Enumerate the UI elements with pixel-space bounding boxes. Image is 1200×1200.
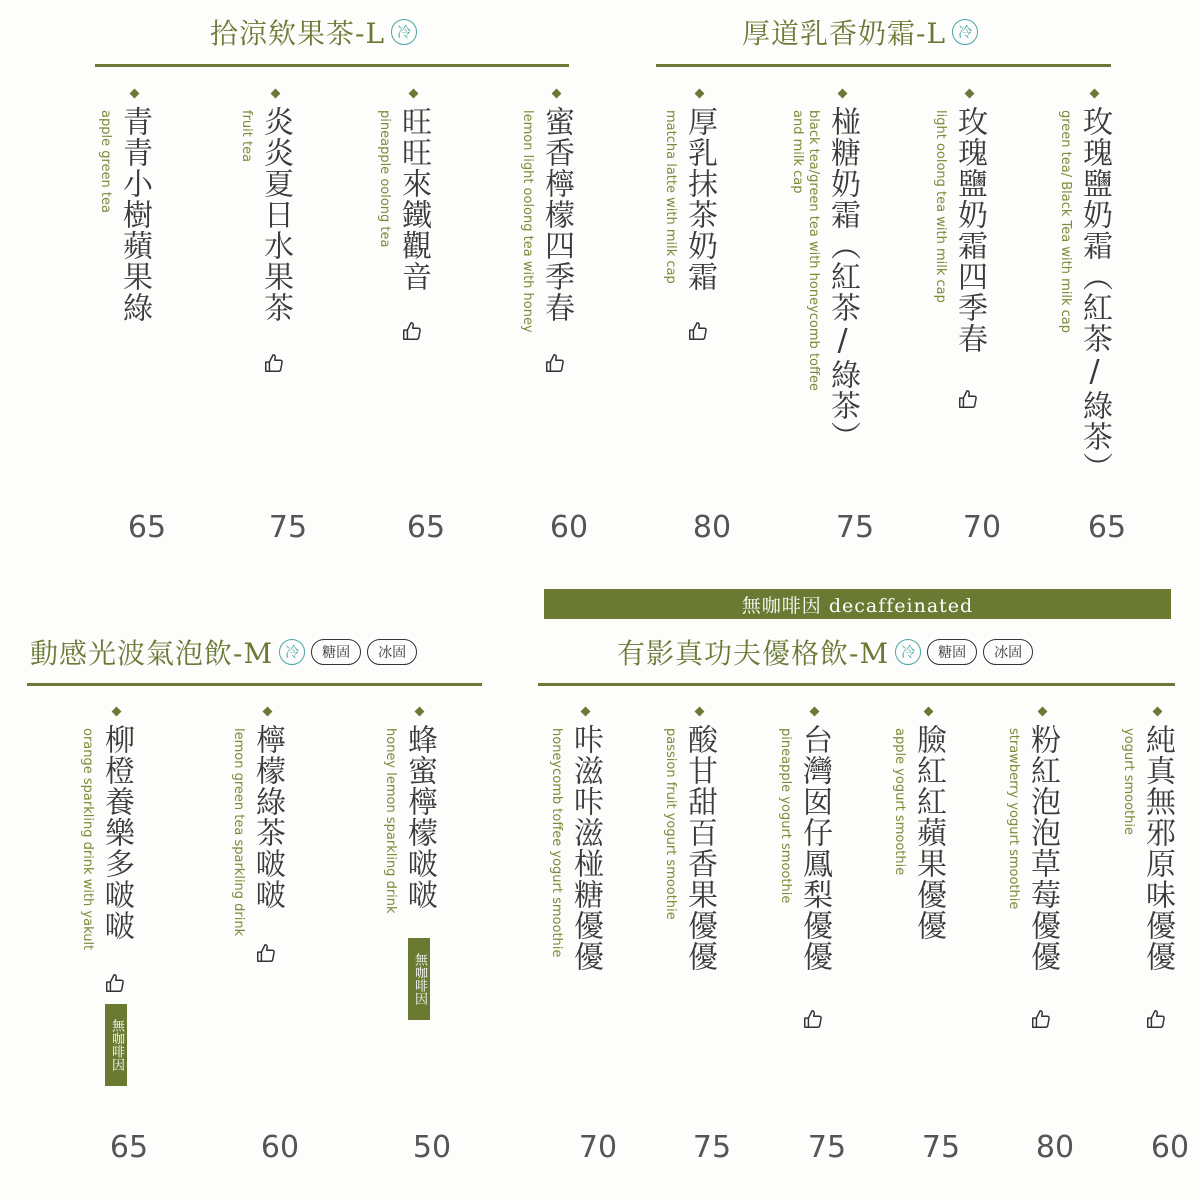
diamond-bullet-icon bbox=[810, 707, 820, 717]
menu-item bbox=[790, 90, 883, 510]
menu-item bbox=[383, 708, 460, 1130]
section-title-yogurt bbox=[617, 632, 1033, 672]
section-rule bbox=[538, 683, 1175, 686]
diamond-bullet-icon bbox=[965, 89, 975, 99]
diamond-bullet-icon bbox=[409, 89, 419, 99]
item-price: 60 bbox=[1150, 1130, 1190, 1165]
section-rule bbox=[95, 64, 569, 67]
sugar-fixed-badge: 糖固 bbox=[927, 639, 977, 665]
menu-item bbox=[663, 90, 740, 510]
menu-item bbox=[549, 708, 626, 1130]
thumbs-up-icon bbox=[957, 388, 979, 410]
thumbs-up-icon bbox=[1145, 1008, 1167, 1030]
item-name-zh: 椪糖奶霜（紅茶/綠茶） bbox=[825, 106, 860, 452]
item-name-zh: 蜂蜜檸檬啵啵 bbox=[402, 724, 437, 910]
item-name-en: fruit tea bbox=[239, 110, 254, 163]
diamond-bullet-icon bbox=[1038, 707, 1048, 717]
diamond-bullet-icon bbox=[924, 707, 934, 717]
menu-item bbox=[231, 708, 308, 1130]
diamond-bullet-icon bbox=[271, 89, 281, 99]
item-name-en: green tea/ Black Tea with milk cap bbox=[1058, 110, 1073, 334]
item-name-en: lemon green tea sparkling drink bbox=[231, 728, 246, 937]
ice-fixed-badge: 冰固 bbox=[367, 639, 417, 665]
item-name-en: pineapple yogurt smoothie bbox=[778, 728, 793, 904]
item-name-en: light oolong tea with milk cap bbox=[933, 110, 948, 303]
item-name-en: matcha latte with milk cap bbox=[663, 110, 678, 284]
section-name: 有影真功夫優格飲-M bbox=[617, 637, 890, 670]
menu-item bbox=[663, 708, 740, 1130]
menu-item bbox=[377, 90, 454, 510]
item-price: 60 bbox=[260, 1130, 300, 1165]
section-title-fruit-tea bbox=[210, 12, 417, 52]
diamond-bullet-icon bbox=[112, 707, 122, 717]
item-name-en: pineapple oolong tea bbox=[377, 110, 392, 248]
diamond-bullet-icon bbox=[581, 707, 591, 717]
decaf-banner: 無咖啡因 decaffeinated bbox=[544, 589, 1171, 619]
section-rule bbox=[656, 64, 1111, 67]
item-name-zh: 台灣囡仔鳳梨優優 bbox=[797, 724, 832, 972]
item-price: 65 bbox=[1087, 510, 1127, 545]
item-price: 75 bbox=[835, 510, 875, 545]
thumbs-up-icon bbox=[544, 352, 566, 374]
item-name-zh: 厚乳抹茶奶霜 bbox=[682, 106, 717, 292]
item-name-zh: 咔滋咔滋椪糖優優 bbox=[568, 724, 603, 972]
thumbs-up-icon bbox=[1030, 1008, 1052, 1030]
item-name-zh: 臉紅紅蘋果優優 bbox=[911, 724, 946, 941]
cold-badge: 冷 bbox=[279, 639, 305, 665]
menu-item bbox=[778, 708, 855, 1130]
section-name: 拾涼欸果茶-L bbox=[210, 17, 386, 50]
decaf-tag: 無咖啡因 bbox=[408, 938, 430, 1020]
item-price: 75 bbox=[807, 1130, 847, 1165]
item-name-en: apple green tea bbox=[98, 110, 113, 213]
item-price: 50 bbox=[412, 1130, 452, 1165]
item-price: 80 bbox=[1035, 1130, 1075, 1165]
item-name-zh: 檸檬綠茶啵啵 bbox=[250, 724, 285, 910]
diamond-bullet-icon bbox=[838, 89, 848, 99]
menu-item bbox=[239, 90, 316, 510]
thumbs-up-icon bbox=[255, 942, 277, 964]
ice-fixed-badge: 冰固 bbox=[983, 639, 1033, 665]
item-price: 70 bbox=[578, 1130, 618, 1165]
item-name-en: orange sparkling drink with yakult bbox=[80, 728, 95, 951]
item-name-en: yogurt smoothie bbox=[1121, 728, 1136, 836]
diamond-bullet-icon bbox=[263, 707, 273, 717]
menu-item bbox=[1121, 708, 1198, 1130]
item-name-en: apple yogurt smoothie bbox=[892, 728, 907, 876]
item-name-zh: 純真無邪原味優優 bbox=[1140, 724, 1175, 972]
item-price: 65 bbox=[109, 1130, 149, 1165]
section-rule bbox=[27, 683, 482, 686]
item-name-en: black tea/green tea with honeycomb toffee and milk cap bbox=[790, 110, 821, 391]
thumbs-up-icon bbox=[401, 320, 423, 342]
thumbs-up-icon bbox=[687, 320, 709, 342]
menu-item bbox=[1006, 708, 1083, 1130]
item-name-zh: 炎炎夏日水果茶 bbox=[258, 106, 293, 323]
cold-badge: 冷 bbox=[391, 19, 417, 45]
menu-item bbox=[98, 90, 175, 510]
section-title-sparkling bbox=[30, 632, 417, 672]
item-name-zh: 蜜香檸檬四季春 bbox=[539, 106, 574, 323]
item-name-en: passion fruit yogurt smoothie bbox=[663, 728, 678, 920]
thumbs-up-icon bbox=[104, 972, 126, 994]
diamond-bullet-icon bbox=[552, 89, 562, 99]
item-price: 75 bbox=[268, 510, 308, 545]
item-price: 70 bbox=[962, 510, 1002, 545]
menu-item bbox=[520, 90, 597, 510]
item-name-zh: 旺旺來鐵觀音 bbox=[396, 106, 431, 292]
menu-item bbox=[80, 708, 157, 1130]
section-name: 厚道乳香奶霜-L bbox=[742, 17, 947, 50]
item-price: 65 bbox=[127, 510, 167, 545]
item-name-en: lemon light oolong tea with honey bbox=[520, 110, 535, 333]
item-name-zh: 粉紅泡泡草莓優優 bbox=[1025, 724, 1060, 972]
menu-item bbox=[892, 708, 969, 1130]
item-name-zh: 酸甘甜百香果優優 bbox=[682, 724, 717, 972]
item-name-en: honeycomb toffee yogurt smoothie bbox=[549, 728, 564, 958]
menu-item bbox=[1058, 90, 1135, 510]
diamond-bullet-icon bbox=[695, 89, 705, 99]
menu-item bbox=[933, 90, 1010, 510]
cold-badge: 冷 bbox=[895, 639, 921, 665]
thumbs-up-icon bbox=[263, 352, 285, 374]
sugar-fixed-badge: 糖固 bbox=[311, 639, 361, 665]
item-name-zh: 玫瑰鹽奶霜四季春 bbox=[952, 106, 987, 354]
item-price: 80 bbox=[692, 510, 732, 545]
item-name-zh: 青青小樹蘋果綠 bbox=[117, 106, 152, 323]
diamond-bullet-icon bbox=[1090, 89, 1100, 99]
item-price: 65 bbox=[406, 510, 446, 545]
item-name-en: honey lemon sparkling drink bbox=[383, 728, 398, 914]
item-name-zh: 玫瑰鹽奶霜（紅茶/綠茶） bbox=[1077, 106, 1112, 483]
diamond-bullet-icon bbox=[130, 89, 140, 99]
diamond-bullet-icon bbox=[1153, 707, 1163, 717]
diamond-bullet-icon bbox=[415, 707, 425, 717]
item-price: 75 bbox=[921, 1130, 961, 1165]
diamond-bullet-icon bbox=[695, 707, 705, 717]
section-title-milk-cap bbox=[742, 12, 978, 52]
decaf-tag: 無咖啡因 bbox=[105, 1004, 127, 1086]
cold-badge: 冷 bbox=[952, 19, 978, 45]
section-name: 動感光波氣泡飲-M bbox=[30, 637, 274, 670]
item-name-zh: 柳橙養樂多啵啵 bbox=[99, 724, 134, 941]
item-price: 60 bbox=[549, 510, 589, 545]
thumbs-up-icon bbox=[802, 1008, 824, 1030]
item-name-en: strawberry yogurt smoothie bbox=[1006, 728, 1021, 910]
item-price: 75 bbox=[692, 1130, 732, 1165]
